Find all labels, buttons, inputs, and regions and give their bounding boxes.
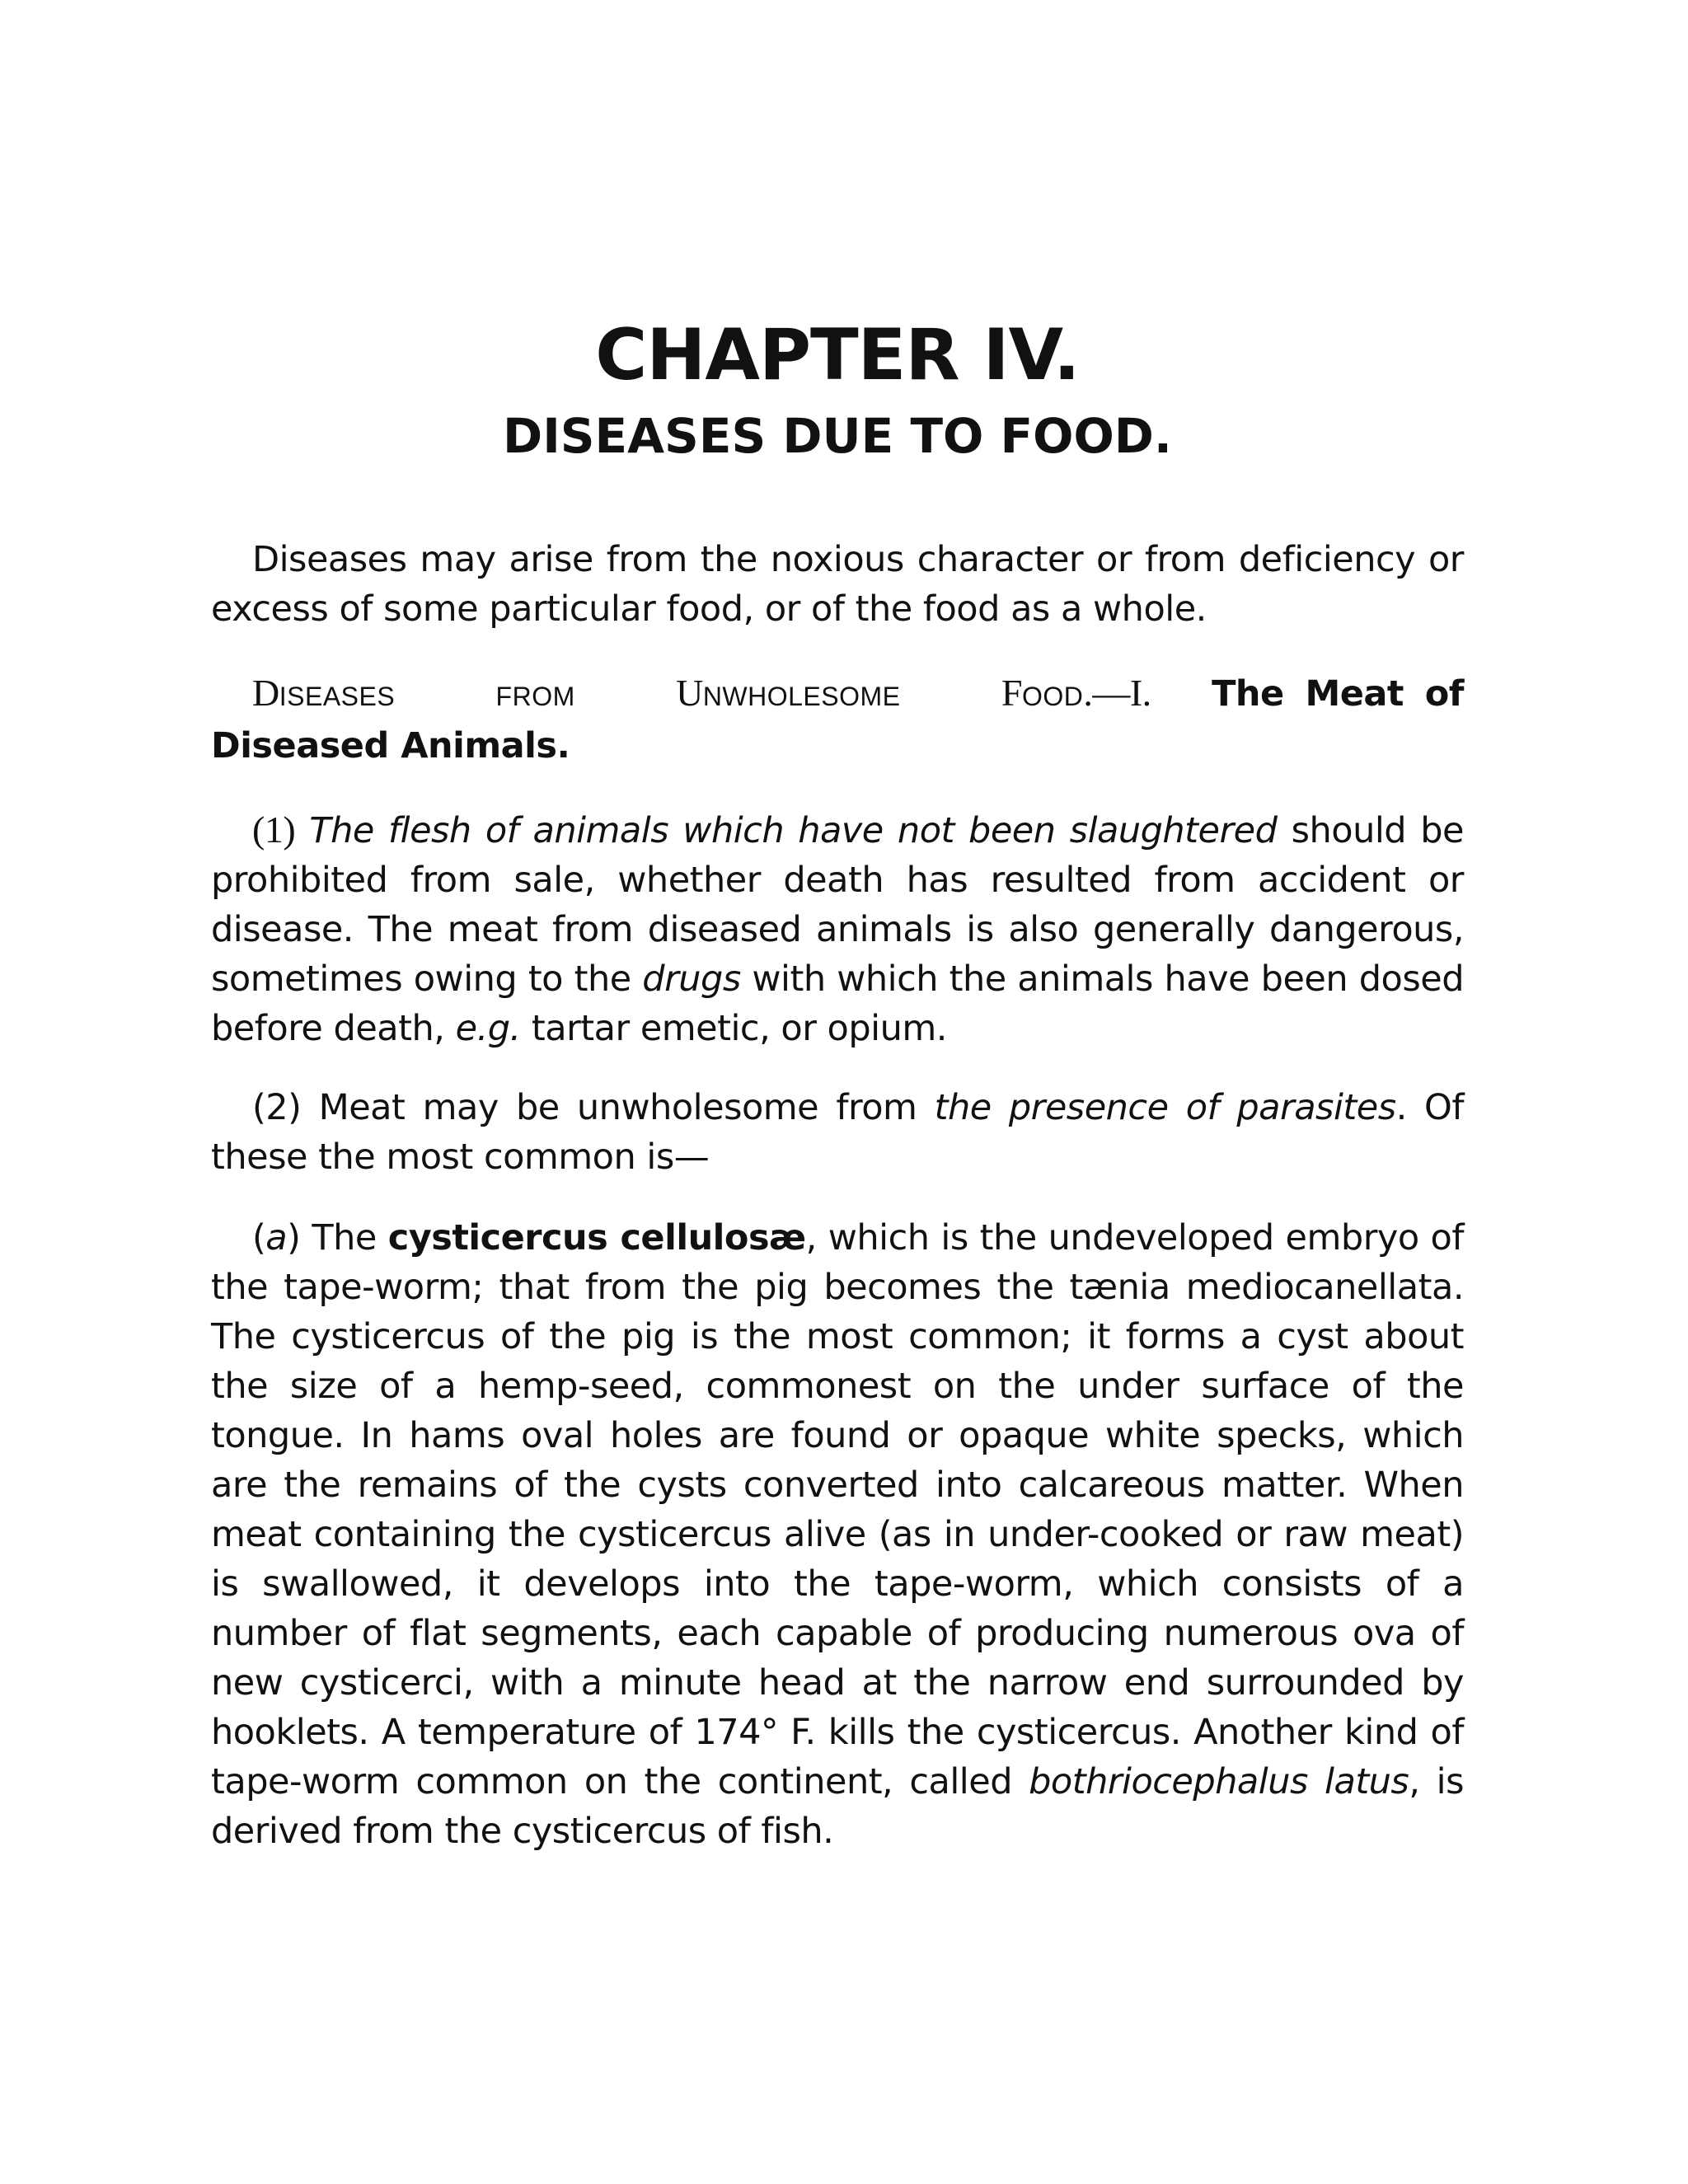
para-a-open: ( [252, 1216, 266, 1258]
chapter-title: CHAPTER IV. [595, 314, 1080, 396]
para1-italic-phrase: The flesh of animals which have not been slaughtered [309, 809, 1278, 851]
para1-eg: e.g. [455, 1007, 521, 1049]
para1-text-3: tartar emetic, or opium. [520, 1007, 947, 1049]
para2-italic-phrase: the presence of parasites [934, 1086, 1396, 1128]
paragraph-2 [211, 1083, 1464, 1182]
para-a-text-1: , which is the undeveloped embryo of the tape-worm; that from the pig becomes the tænia mediocanellata. The cysticercus of the pig is the most common; it forms a cyst about the size of a hemp-seed, commonest on the under surface of the tongue. In hams oval holes are found or opaque white specks, which are the remains of the cysts converted into calcareous matter. When meat containing the cysticercus alive (as in under-cooked or raw meat) is swallowed, it develops into the tape-worm, which consists of a number of flat segments, each capable of producing numerous ova of new cysticerci, with a minute head at the narrow end surrounded by hooklets. A temperature of 174° F. kills the cysticercus. Another kind of tape-worm common on the continent, called [211, 1216, 1465, 1802]
para-a-term: cysticercus cellulosæ [387, 1216, 806, 1258]
para1-drugs: drugs [642, 958, 741, 1000]
chapter-subtitle: DISEASES DUE TO FOOD. [503, 408, 1172, 465]
section-dash-number: .—I. [1083, 671, 1151, 714]
para-a-letter: a [265, 1216, 288, 1258]
para2-text-1: (2) Meat may be unwholesome from [252, 1086, 935, 1128]
section-heading-bold: The Meat of Diseased Animals. [211, 673, 1464, 766]
intro-paragraph [211, 535, 1464, 634]
paragraph-1 [211, 805, 1464, 1053]
para2-text-2: . Of these the most common is— [211, 1086, 1464, 1178]
paragraph-a [211, 1213, 1464, 1856]
intro-text: Diseases may arise from the noxious character or from deficiency or excess of some particular food, or of the food as a whole. [211, 538, 1464, 630]
section-d-rest: ISEASES [279, 681, 396, 711]
section-u-rest: NWHOLESOME [702, 681, 901, 711]
section-f-initial: F [1001, 671, 1022, 714]
section-d-initial: D [252, 671, 279, 714]
section-u-initial: U [676, 671, 703, 714]
para-a-species: bothriocephalus latus [1029, 1760, 1409, 1802]
section-heading [211, 668, 1464, 771]
para-a-close: ) [287, 1216, 301, 1258]
para1-text-1: should be prohibited from sale, whether death has resulted from accident or disease. The meat from diseased animals is also generally dangerous, sometimes owing to the [211, 809, 1465, 1000]
para1-text-2: with which the animals have been dosed before death, [211, 958, 1464, 1049]
section-from: FROM [495, 681, 575, 711]
para1-number: (1) [252, 808, 296, 851]
book-page [211, 313, 1464, 1856]
section-f-rest: OOD [1021, 681, 1084, 711]
para-a-text-2: , is derived from the cysticercus of fish. [211, 1760, 1464, 1852]
para-a-the: The [300, 1216, 388, 1258]
